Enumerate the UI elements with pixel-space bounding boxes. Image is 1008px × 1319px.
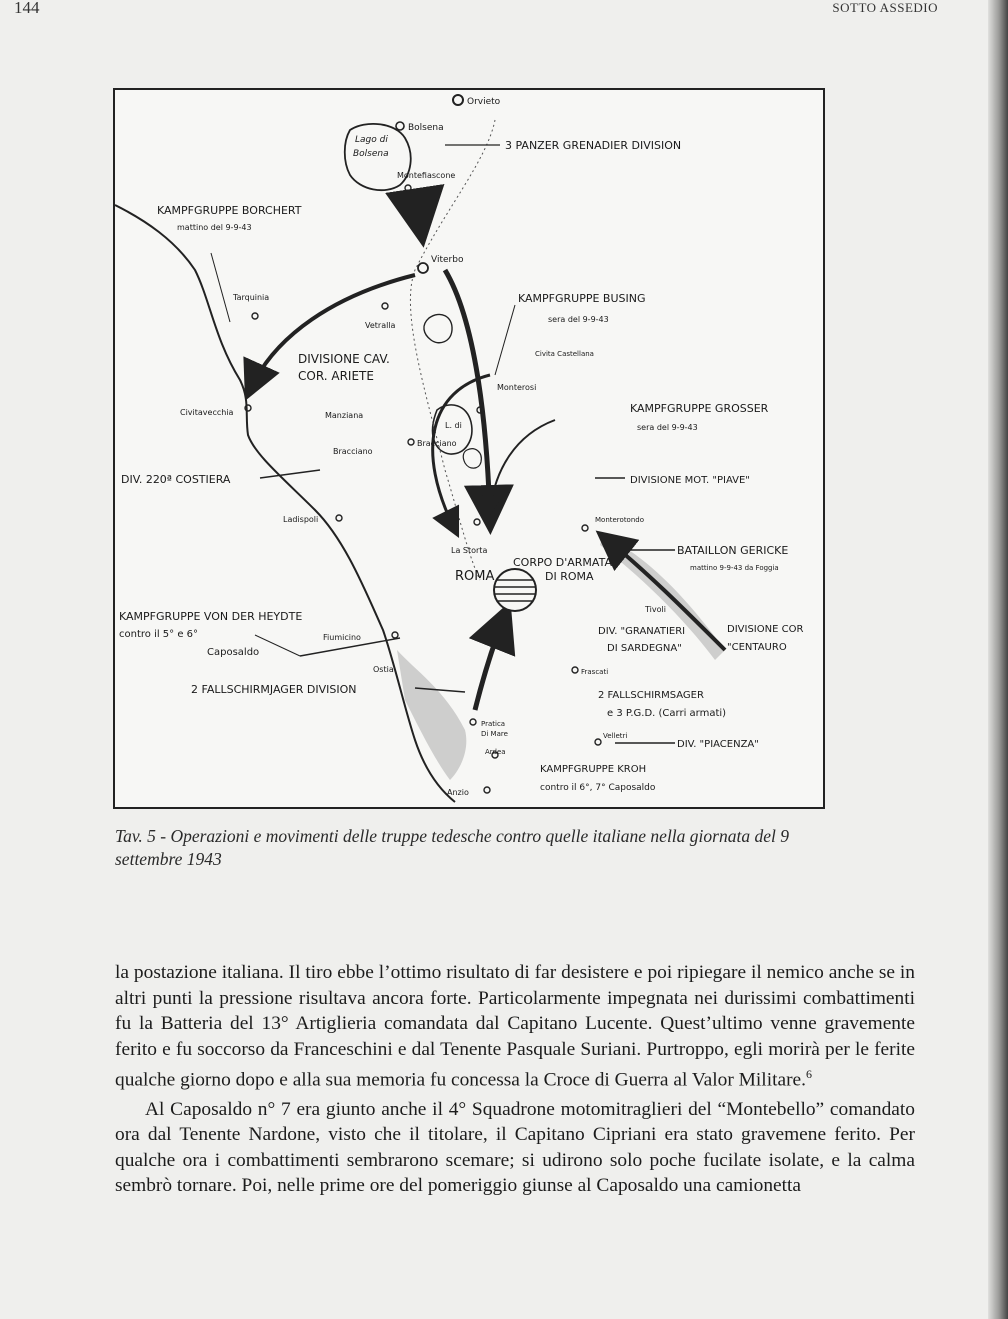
label-lago-bolsena: Bolsena [353, 149, 389, 159]
lake-small [463, 449, 481, 468]
caption-text: Operazioni e movimenti delle truppe tedesche contro quelle italiane nella giornata del 9 settembre 1943 [115, 826, 789, 869]
label-busing-time: sera del 9-9-43 [548, 315, 609, 324]
label-pratica: Pratica [481, 720, 506, 728]
page-number: 144 [14, 0, 40, 17]
label-kroh: KAMPFGRUPPE KROH [540, 764, 647, 775]
label-l-di: L. di [445, 421, 462, 430]
label-corpo-armata: CORPO D'ARMATA [513, 556, 612, 569]
label-piacenza: DIV. "PIACENZA" [677, 739, 759, 750]
label-gericke: BATAILLON GERICKE [677, 544, 789, 557]
label-centauro2: "CENTAURO [727, 642, 787, 653]
label-montefiascone: Montefiascone [397, 171, 456, 180]
arrow-pratica-roma [475, 615, 505, 710]
label-borchert-time: mattino del 9-9-43 [177, 223, 252, 232]
label-frascati: Frascati [581, 668, 609, 676]
label-div-costiera: DIV. 220ª COSTIERA [121, 473, 231, 486]
running-header [14, 0, 938, 18]
label-borchert: KAMPFGRUPPE BORCHERT [157, 204, 302, 217]
label-orvieto: Orvieto [467, 97, 501, 107]
coastline [115, 205, 455, 802]
label-bracciano-lake: Bracciano [417, 439, 457, 448]
label-ostia: Ostia [373, 665, 394, 674]
label-tarquinia: Tarquinia [233, 293, 270, 302]
label-la-storta: La Storta [451, 546, 488, 555]
label-roma: ROMA [455, 569, 495, 584]
label-grosser: KAMPFGRUPPE GROSSER [630, 402, 769, 415]
label-viterbo: Viterbo [431, 255, 464, 265]
town-montefiascone [405, 185, 411, 191]
label-fiumicino: Fiumicino [323, 633, 361, 642]
town-pratica [470, 719, 476, 725]
label-civita-castellana: Civita Castellana [535, 350, 594, 358]
label-manziana: Manziana [325, 411, 364, 420]
label-fallschirmsager: 2 FALLSCHIRMSAGER [598, 690, 704, 701]
footnote-ref: 6 [806, 1067, 812, 1081]
paragraph-2: Al Caposaldo n° 7 era giunto anche il 4° Squadrone motomitraglieri del “Montebello” comandato ora dal Tenente Nardone, visto che il titolare, il Capitano Cipriani era stato gravemene ferito. Per qualche ora i combattimenti sembrarono scemare; si udirono solo poche fucilate isolate, e la calma sembrò tornare. Poi, nelle prime ore del pomeriggio giunse al Caposaldo una camionetta [115, 1098, 915, 1197]
label-velletri: Velletri [603, 732, 628, 740]
town-velletri [595, 739, 601, 745]
label-cor-ariete: COR. ARIETE [298, 369, 374, 383]
caption-label: Tav. 5 [115, 826, 156, 846]
label-busing: KAMPFGRUPPE BUSING [518, 292, 646, 305]
label-divisione-cav: DIVISIONE CAV. [298, 352, 390, 366]
label-lago-di: Lago di [355, 135, 388, 145]
label-monterosi: Monterosi [497, 383, 537, 392]
figure-caption: Tav. 5 - Operazioni e movimenti delle truppe tedesche contro quelle italiane nella giornata del 9 settembre 1943 [115, 826, 789, 869]
label-fallschirmjager: 2 FALLSCHIRMJAGER DIVISION [191, 683, 357, 696]
label-piave: DIVISIONE MOT. "PIAVE" [630, 475, 750, 486]
town-ladispoli [336, 515, 342, 521]
label-kroh-contro: contro il 6°, 7° Caposaldo [540, 783, 656, 793]
map-drawing [115, 90, 823, 807]
label-grosser-time: sera del 9-9-43 [637, 423, 698, 432]
label-pgd: e 3 P.G.D. (Carri armati) [607, 708, 727, 719]
label-granatieri: DIV. "GRANATIERI [598, 626, 686, 637]
town-bracciano [408, 439, 414, 445]
label-bracciano-town: Bracciano [333, 447, 373, 456]
label-vetralla: Vetralla [365, 321, 396, 330]
town-monterotondo [582, 525, 588, 531]
label-heydte-caposaldo: Caposaldo [207, 647, 260, 658]
label-gericke-time: mattino 9-9-43 da Foggia [690, 564, 779, 572]
map-figure [113, 88, 825, 809]
label-heydte-contro: contro il 5° e 6° [119, 629, 199, 640]
roma-symbol [494, 569, 536, 611]
town-la-storta [474, 519, 480, 525]
paragraph-1 [115, 960, 915, 1093]
label-di-roma: DI ROMA [545, 570, 594, 583]
label-panzer-grenadier: 3 PANZER GRENADIER DIVISION [505, 139, 682, 152]
label-civitavecchia: Civitavecchia [180, 408, 234, 417]
page-edge-shadow [988, 0, 1008, 1319]
label-anzio: Anzio [447, 788, 469, 797]
label-sardegna: DI SARDEGNA" [607, 643, 682, 654]
label-tivoli: Tivoli [645, 605, 666, 614]
town-anzio [484, 787, 490, 793]
town-orvieto [453, 95, 463, 105]
town-fiumicino [392, 632, 398, 638]
arrow-grosser [490, 420, 555, 510]
lake-vico [424, 314, 452, 342]
label-bolsena: Bolsena [408, 123, 444, 133]
paragraph-1-text: la postazione italiana. Il tiro ebbe l’ottimo risultato di far desistere e poi ripiegare il nemico anche se in altri punti la pressione risultava ancora forte. Particolarmente impegnata nei durissimi combattimenti fu la Batteria del 13° Artiglieria comandata dal Capitano Lucente. Quest’ultimo venne gravemente ferito e fu soccorso da Franceschini e dal Tenente Pasquale Suriani. Purtroppo, egli morirà per le ferite qualche giorno dopo e alla sua memoria fu concessa la Croce di Guerra al Valor Militare. [115, 962, 915, 1091]
label-centauro1: DIVISIONE COR [727, 624, 804, 635]
tiber-river [410, 120, 495, 580]
body-text [115, 960, 915, 1199]
town-vetralla [382, 303, 388, 309]
running-title: SOTTO ASSEDIO [832, 0, 938, 15]
town-bolsena [396, 122, 404, 130]
town-frascati [572, 667, 578, 673]
town-viterbo [418, 263, 428, 273]
town-tarquinia [252, 313, 258, 319]
label-von-der-heydte: KAMPFGRUPPE VON DER HEYDTE [119, 610, 303, 623]
arrow-montefiascone-viterbo [415, 190, 421, 230]
label-di-mare: Di Mare [481, 730, 508, 738]
label-ladispoli: Ladispoli [283, 515, 319, 524]
label-ardea: Ardea [485, 748, 506, 756]
label-monterotondo: Monterotondo [595, 516, 645, 524]
